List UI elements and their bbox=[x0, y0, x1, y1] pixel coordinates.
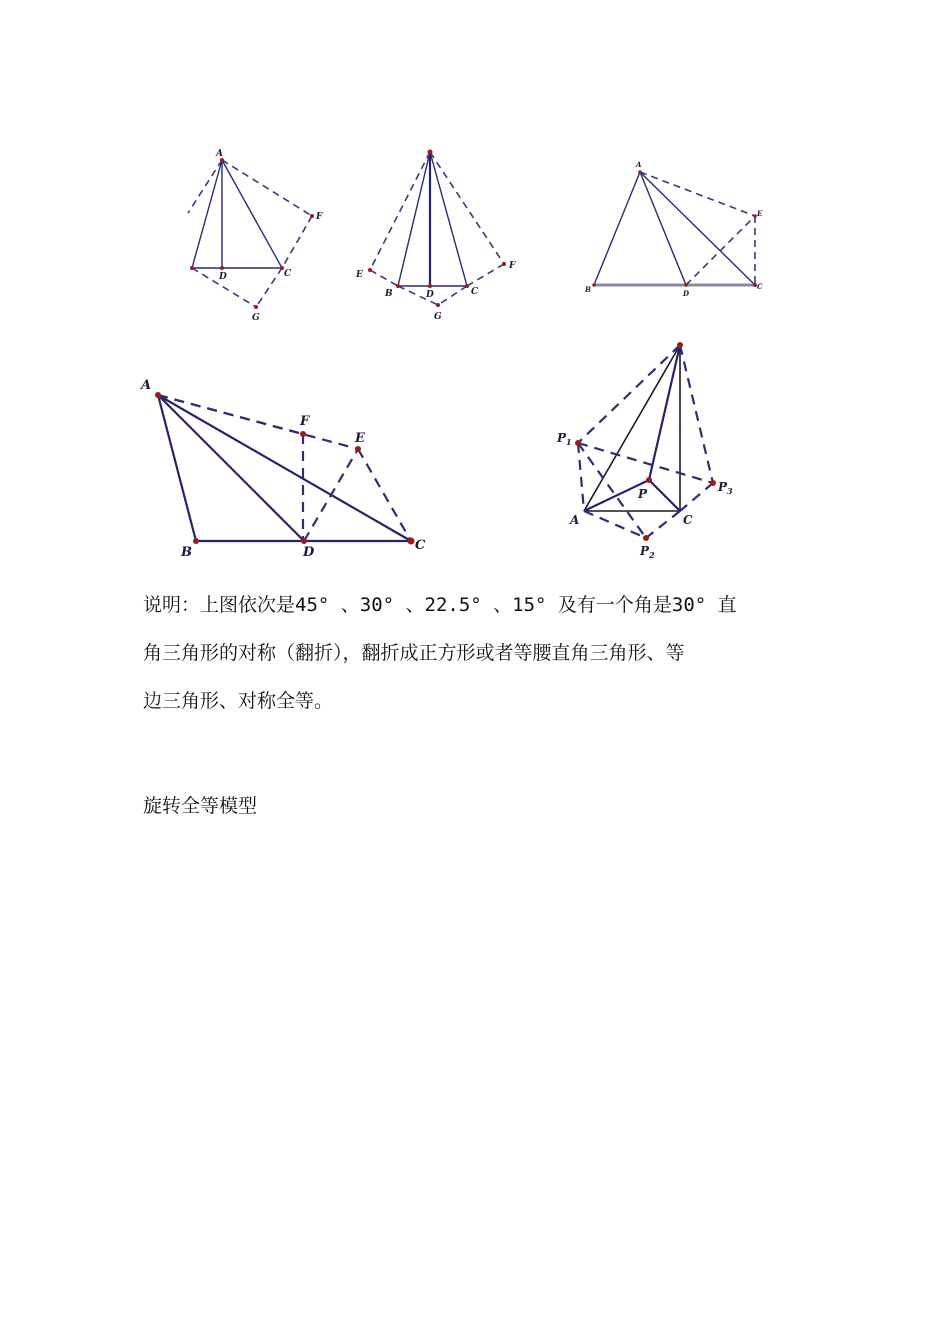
label-c: C bbox=[757, 282, 763, 291]
label-b: B bbox=[181, 545, 192, 560]
label-d: D bbox=[426, 290, 434, 300]
label-a: A bbox=[636, 160, 642, 169]
label-e: E bbox=[355, 431, 365, 446]
label-a: A bbox=[141, 378, 152, 393]
figure-30-degree bbox=[355, 150, 516, 323]
paragraph-line-1: 说明：上图依次是45° 、30° 、22.5° 、15° 及有一个角是30° 直 bbox=[143, 594, 737, 616]
paragraph-line-2: 角三角形的对称（翻折），翻折成正方形或者等腰直角三角形、等 bbox=[143, 642, 685, 664]
label-f: F bbox=[509, 261, 516, 271]
label-f: F bbox=[300, 414, 310, 429]
label-b: B bbox=[585, 285, 591, 294]
label-a: A bbox=[216, 149, 223, 159]
figure-15-degree bbox=[139, 378, 426, 560]
label-p: P bbox=[638, 487, 648, 501]
label-c: C bbox=[284, 269, 292, 279]
figure-45-degree bbox=[188, 149, 323, 323]
label-p3: $P_3$ bbox=[718, 480, 733, 496]
label-c: C bbox=[683, 513, 693, 527]
label-d: D bbox=[683, 289, 690, 298]
label-e: E bbox=[757, 209, 763, 218]
label-f: F bbox=[316, 212, 323, 222]
figure-22-5-degree bbox=[584, 160, 763, 298]
paragraph-line-3: 边三角形、对称全等。 bbox=[143, 690, 334, 712]
label-c: C bbox=[415, 538, 426, 553]
label-e: E bbox=[356, 270, 363, 280]
label-c: C bbox=[471, 287, 479, 297]
label-g: G bbox=[434, 312, 442, 322]
figure-30-right-triangle bbox=[556, 342, 733, 560]
label-b: B bbox=[385, 289, 393, 299]
label-p2: $P_2$ bbox=[640, 544, 655, 560]
section-heading: 旋转全等模型 bbox=[143, 795, 258, 817]
geometry-figures bbox=[0, 0, 950, 620]
label-d: D bbox=[219, 272, 227, 282]
label-p1: $P_1$ bbox=[557, 431, 572, 447]
label-a: A bbox=[570, 513, 580, 527]
label-d: D bbox=[303, 545, 315, 560]
label-g: G bbox=[252, 313, 260, 323]
